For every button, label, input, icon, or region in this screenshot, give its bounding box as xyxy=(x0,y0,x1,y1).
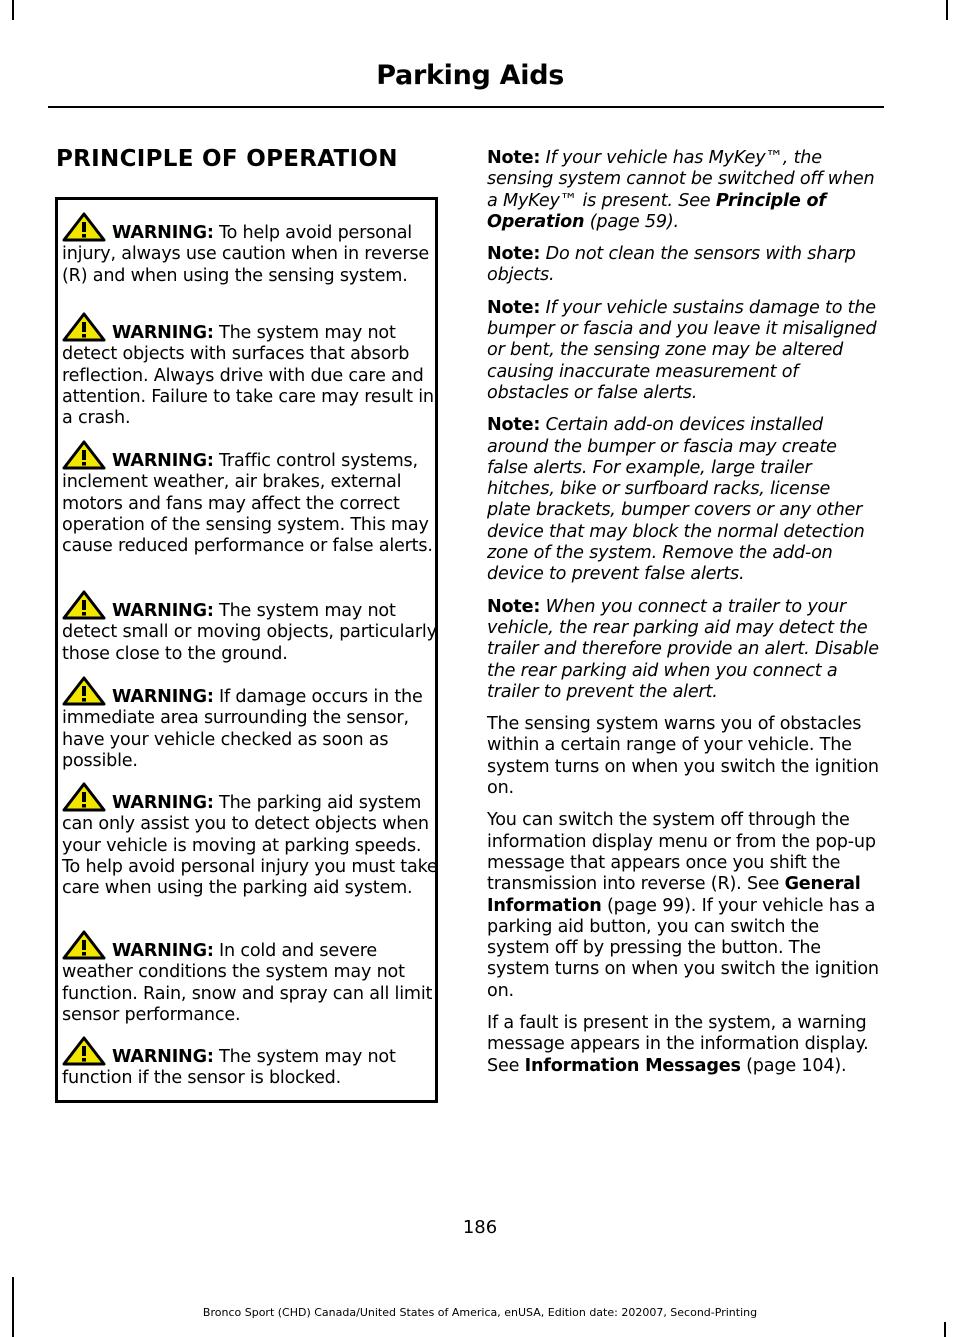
note-text: When you connect a trailer to your vehicle, the rear parking aid may detect the trailer and therefore provide an alert. Disable the rear parking aid when you connect a trailer to prevent the alert. xyxy=(487,596,879,702)
warning-3 xyxy=(62,440,438,557)
warning-triangle-icon xyxy=(62,930,106,960)
note-text: Do not clean the sensors with sharp objects. xyxy=(487,244,856,286)
warning-triangle-icon xyxy=(62,312,106,342)
warning-2 xyxy=(62,312,438,429)
note-mykey xyxy=(487,148,879,233)
note-label: Note: xyxy=(487,244,541,265)
warning-text: Traffic control systems, inclement weather, air brakes, external motors and fans may affect the correct operation of the sensing system. This may cause reduced performance or false alerts. xyxy=(62,451,433,557)
body-text: (page 99). If your vehicle has a parking aid button, you can switch the system off by pressing the button. The system turns on when you switch the ignition on. xyxy=(487,895,879,1001)
warning-label: WARNING: xyxy=(112,941,214,961)
body-paragraph xyxy=(487,1013,879,1077)
warning-4 xyxy=(62,590,438,665)
note-label: Note: xyxy=(487,297,541,318)
note-text: Certain add-on devices installed around the bumper or fascia may create false alerts. For example, large trailer hitches, bike or surfboard racks, license plate brackets, bumper covers or any other device that may block the normal detection zone of the system. Remove the add-on device to prevent false alerts. xyxy=(487,415,865,585)
header-divider xyxy=(48,106,884,108)
page-footer: Bronco Sport (CHD) Canada/United States of America, enUSA, Edition date: 202007, Second-Printing xyxy=(202,1306,758,1319)
warning-label: WARNING: xyxy=(112,223,214,243)
warning-triangle-icon xyxy=(62,676,106,706)
crop-mark-top-left xyxy=(12,0,14,20)
note-trailer xyxy=(487,597,879,703)
section-title: PRINCIPLE OF OPERATION xyxy=(56,146,398,172)
warning-triangle-icon xyxy=(62,440,106,470)
cross-reference-link[interactable]: Principle of Operation xyxy=(487,190,826,232)
warning-label: WARNING: xyxy=(112,451,214,471)
warning-text: If damage occurs in the immediate area surrounding the sensor, have your vehicle checked as soon as possible. xyxy=(62,687,423,771)
warning-triangle-icon xyxy=(62,1036,106,1066)
note-cleaning xyxy=(487,244,879,287)
cross-reference-link[interactable]: Information Messages xyxy=(524,1055,741,1076)
note-damage xyxy=(487,298,879,404)
warning-text: To help avoid personal injury, always use caution when in reverse (R) and when using the sensing system. xyxy=(62,223,430,286)
warning-label: WARNING: xyxy=(112,793,214,813)
body-text: If a fault is present in the system, a warning message appears in the information display. See xyxy=(487,1012,869,1076)
warning-text: The system may not detect small or moving objects, particularly those close to the ground. xyxy=(62,601,437,664)
warning-triangle-icon xyxy=(62,590,106,620)
note-text: If your vehicle has MyKey™, the sensing system cannot be switched off when a MyKey™ is present. See xyxy=(487,148,875,211)
body-paragraph: The sensing system warns you of obstacles within a certain range of your vehicle. The system turns on when you switch the ignition on. xyxy=(487,714,879,799)
note-text: (page 59). xyxy=(584,211,679,232)
note-text: If your vehicle sustains damage to the bumper or fascia and you leave it misaligned or bent, the sensing zone may be altered causing inaccurate measurement of obstacles or false alerts. xyxy=(487,297,877,403)
body-paragraph xyxy=(487,810,879,1002)
warning-text: In cold and severe weather conditions the system may not function. Rain, snow and spray can all limit sensor performance. xyxy=(62,941,433,1025)
page-header-title: Parking Aids xyxy=(376,60,564,91)
note-label: Note: xyxy=(487,148,541,168)
warning-label: WARNING: xyxy=(112,1047,214,1067)
warning-7 xyxy=(62,930,438,1026)
crop-mark-top-right xyxy=(946,0,948,20)
warning-label: WARNING: xyxy=(112,601,214,621)
body-text: (page 104). xyxy=(740,1055,847,1076)
warning-label: WARNING: xyxy=(112,687,214,707)
body-text: You can switch the system off through the information display menu or from the pop-up message that appears once you shift the transmission into reverse (R). See xyxy=(487,810,876,895)
page-number: 186 xyxy=(462,1217,498,1238)
warning-text: The system may not detect objects with surfaces that absorb reflection. Always drive with due care and attention. Failure to take care may result in a crash. xyxy=(62,323,434,429)
cross-reference-link[interactable]: General Information xyxy=(487,874,861,916)
note-label: Note: xyxy=(487,415,541,436)
warning-6 xyxy=(62,782,438,899)
note-addon-devices xyxy=(487,415,879,585)
note-label: Note: xyxy=(487,596,541,617)
warning-triangle-icon xyxy=(62,212,106,242)
warning-label: WARNING: xyxy=(112,323,214,343)
crop-mark-bottom-right xyxy=(944,1322,946,1337)
warning-text: The system may not function if the sensor is blocked. xyxy=(62,1047,396,1089)
warning-triangle-icon xyxy=(62,782,106,812)
warning-8 xyxy=(62,1036,438,1090)
right-column xyxy=(487,148,879,1088)
warning-1 xyxy=(62,212,438,287)
warning-text: The parking aid system can only assist you to detect objects when your vehicle is moving at parking speeds. To help avoid personal injury you must take care when using the parking aid system. xyxy=(62,793,438,899)
warning-5 xyxy=(62,676,438,772)
